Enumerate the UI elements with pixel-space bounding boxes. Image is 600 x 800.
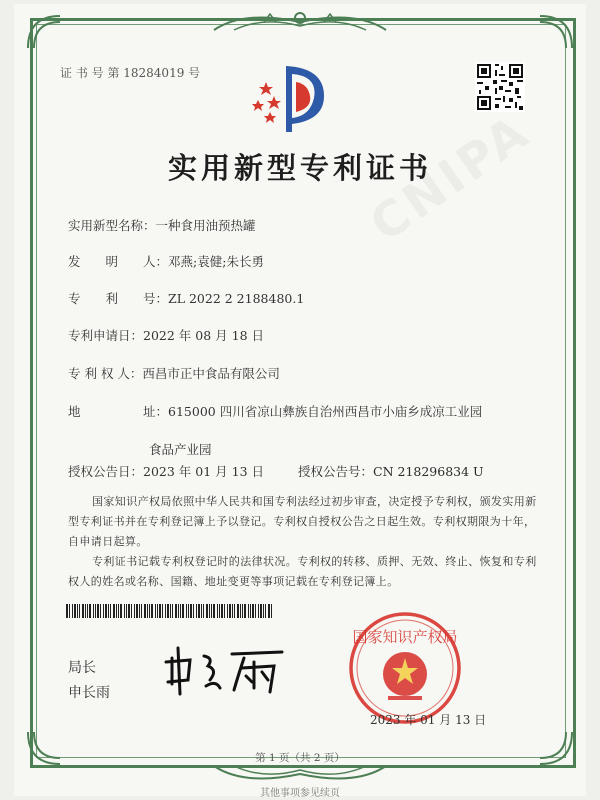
field-value: 邓燕;袁健;朱长勇 (168, 254, 264, 269)
field-inventors (68, 252, 264, 270)
top-ornament (204, 8, 396, 36)
field-patent-number (68, 289, 304, 307)
page-number: 第 1 页（共 2 页） (255, 752, 345, 764)
official-seal (340, 608, 470, 726)
barcode (66, 604, 276, 618)
field-grant-number (298, 462, 484, 480)
statement-paragraph: 专利证书记载专利权登记时的法律状况。专利权的转移、质押、无效、终止、恢复和专利权人的姓名或名称、国籍、地址变更等事项记载在专利登记簿上。 (68, 555, 537, 588)
certificate-title: 实用新型专利证书 (167, 151, 432, 185)
cnipa-logo-icon (252, 60, 332, 136)
field-filing-date (68, 326, 264, 344)
signatory-title: 局长 (68, 660, 96, 676)
field-value: 一种食用油预热罐 (155, 218, 256, 233)
field-label: 专 利 权 人： (68, 366, 143, 381)
field-value: 615000 四川省凉山彝族自治州西昌市小庙乡成凉工业园 (168, 404, 483, 419)
svg-text:国家知识产权局: 国家知识产权局 (352, 628, 458, 646)
field-grant-date (68, 462, 264, 480)
corner-ornament (24, 12, 64, 52)
seal-date: 2023 年 01 月 13 日 (370, 713, 487, 727)
corner-ornament (536, 12, 576, 52)
field-label: 发 明 人： (68, 254, 169, 269)
field-value: 2023 年 01 月 13 日 (143, 464, 265, 479)
field-address-line2: 食品产业园 (149, 442, 212, 457)
field-patentee (68, 364, 280, 382)
field-label: 实用新型名称： (68, 218, 156, 233)
field-value: 2022 年 08 月 18 日 (143, 328, 265, 343)
statement-paragraph: 国家知识产权局依照中华人民共和国专利法经过初步审查，决定授予专利权，颁发实用新型专利证书并在专利登记簿上予以登记。专利权自授权公告之日起生效。专利权期限为十年，自申请日起算。 (68, 495, 537, 548)
field-value: ZL 2022 2 2188480.1 (168, 291, 305, 306)
field-address (68, 402, 482, 420)
field-label: 授权公告日： (68, 464, 144, 479)
certificate-number: 证 书 号 第 18284019 号 (60, 66, 201, 80)
field-label: 地 址： (68, 404, 169, 419)
handwritten-signature (158, 640, 298, 700)
field-label: 专利申请日： (68, 328, 144, 343)
signatory-name: 申长雨 (68, 685, 110, 701)
field-label: 授权公告号： (298, 464, 374, 479)
field-utility-model-name (68, 216, 256, 234)
footer-note: 其他事项参见续页 (260, 788, 340, 799)
field-value: 西昌市正中食品有限公司 (142, 366, 280, 381)
qr-code (475, 62, 525, 112)
field-value: CN 218296834 U (373, 464, 484, 479)
field-label: 专 利 号： (68, 291, 169, 306)
